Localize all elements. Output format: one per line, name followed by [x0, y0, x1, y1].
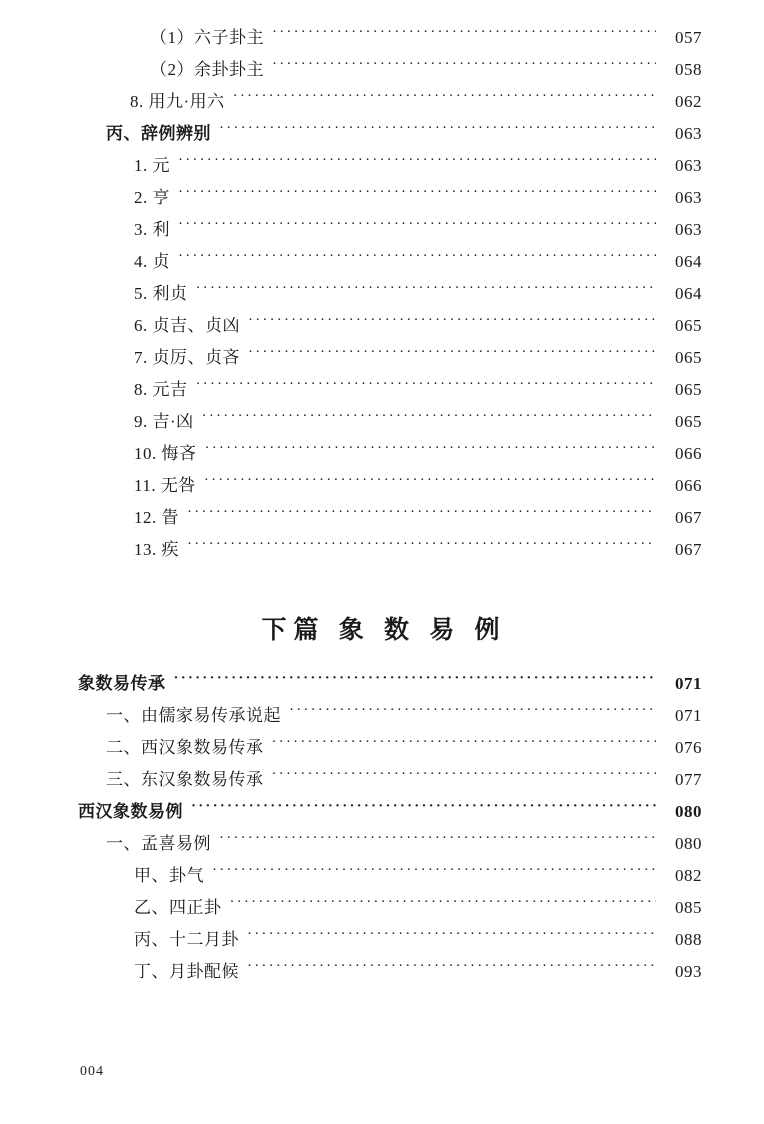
- dot-leader: [196, 282, 657, 299]
- toc-entry-page-number: 063: [675, 124, 702, 143]
- toc-entry-page-number: 065: [675, 380, 702, 399]
- toc-entry-label: 丁、月卦配候: [134, 962, 239, 981]
- toc-entry-page-number: 065: [675, 316, 702, 335]
- dot-leader: [219, 122, 656, 139]
- part-title: 下篇 象 数 易 例: [261, 617, 507, 644]
- toc-entry[interactable]: [78, 282, 702, 314]
- toc-entry-label: 三、东汉象数易传承: [106, 770, 264, 789]
- toc-entry-label: 12. 眚: [134, 508, 179, 527]
- toc-entry-label: 西汉象数易例: [78, 802, 183, 821]
- toc-entry-page-number: 058: [675, 60, 702, 79]
- toc-entry-page-number: 065: [675, 348, 702, 367]
- dot-leader: [272, 736, 657, 753]
- dot-leader: [248, 346, 656, 363]
- toc-entry[interactable]: [78, 58, 702, 90]
- toc-entry[interactable]: [78, 218, 702, 250]
- toc-entry-label: 8. 用九·用六: [130, 92, 225, 111]
- dot-leader: [178, 154, 656, 171]
- toc-entry-label: 4. 贞: [134, 252, 170, 271]
- toc-entry[interactable]: [78, 896, 702, 928]
- dot-leader: [219, 832, 656, 849]
- dot-leader: [272, 58, 656, 75]
- toc-entry-page-number: 093: [675, 962, 702, 981]
- toc-entry-page-number: 065: [675, 412, 702, 431]
- toc-entry-page-number: 064: [675, 252, 702, 271]
- toc-entry-page-number: 064: [675, 284, 702, 303]
- toc-entry[interactable]: [78, 346, 702, 378]
- toc-entry[interactable]: [78, 474, 702, 506]
- dot-leader: [272, 26, 656, 43]
- dot-leader: [178, 218, 656, 235]
- toc-entry-label: 1. 元: [134, 156, 170, 175]
- toc-entry-page-number: 080: [675, 802, 702, 821]
- toc-entry[interactable]: [78, 122, 702, 154]
- dot-leader: [247, 960, 656, 977]
- toc-entry-page-number: 088: [675, 930, 702, 949]
- toc-entry-label: 6. 贞吉、贞凶: [134, 316, 240, 335]
- page-folio: 004: [80, 1064, 104, 1079]
- toc-entry-page-number: 062: [675, 92, 702, 111]
- toc-entry-page-number: 057: [675, 28, 702, 47]
- toc-entry-page-number: 071: [675, 674, 702, 693]
- toc-entry-label: 一、孟喜易例: [106, 834, 211, 853]
- dot-leader: [204, 474, 656, 491]
- toc-entry[interactable]: [78, 410, 702, 442]
- toc-entry-label: 甲、卦气: [134, 866, 204, 885]
- dot-leader: [178, 250, 656, 267]
- toc-entry-label: 11. 无咎: [134, 476, 196, 495]
- toc-entry[interactable]: [78, 768, 702, 800]
- toc-entry-page-number: 085: [675, 898, 702, 917]
- dot-leader: [272, 768, 657, 785]
- dot-leader: [191, 800, 656, 817]
- toc-entry-page-number: 082: [675, 866, 702, 885]
- toc-entry[interactable]: [78, 800, 702, 832]
- toc-entry-page-number: 067: [675, 540, 702, 559]
- toc-entry[interactable]: [78, 672, 702, 704]
- toc-entry-label: 3. 利: [134, 220, 170, 239]
- toc-entry-page-number: 071: [675, 706, 702, 725]
- toc-entry-label: 8. 元吉: [134, 380, 188, 399]
- toc-entry[interactable]: [78, 378, 702, 410]
- dot-leader: [178, 186, 656, 203]
- dot-leader: [212, 864, 656, 881]
- toc-entry[interactable]: [78, 928, 702, 960]
- toc-entry-label: 象数易传承: [78, 674, 166, 693]
- toc-entry[interactable]: [78, 442, 702, 474]
- dot-leader: [247, 928, 656, 945]
- toc-entry-label: 5. 利贞: [134, 284, 188, 303]
- dot-leader: [202, 410, 656, 427]
- dot-leader: [187, 506, 656, 523]
- toc-entry[interactable]: [78, 26, 702, 58]
- toc-entry-label: 二、西汉象数易传承: [106, 738, 264, 757]
- toc-entry-label: 2. 亨: [134, 188, 170, 207]
- dot-leader: [174, 672, 657, 689]
- toc-entry[interactable]: [78, 250, 702, 282]
- toc-entry[interactable]: [78, 864, 702, 896]
- toc-entry-page-number: 066: [675, 444, 702, 463]
- toc-entry[interactable]: [78, 186, 702, 218]
- toc-entry[interactable]: [78, 90, 702, 122]
- toc-entry-label: 丙、十二月卦: [134, 930, 239, 949]
- dot-leader: [233, 90, 656, 107]
- dot-leader: [205, 442, 657, 459]
- toc-entry-page-number: 077: [675, 770, 702, 789]
- toc-entry[interactable]: [78, 506, 702, 538]
- toc-entry-label: （2）余卦卦主: [150, 60, 264, 79]
- toc-entry-page-number: 063: [675, 220, 702, 239]
- toc-entry[interactable]: [78, 960, 702, 992]
- dot-leader: [187, 538, 656, 555]
- toc-entry-label: 7. 贞厉、贞吝: [134, 348, 240, 367]
- toc-entry-label: 9. 吉·凶: [134, 412, 194, 431]
- toc-entry-page-number: 067: [675, 508, 702, 527]
- toc-entry-label: 10. 悔吝: [134, 444, 197, 463]
- toc-entry[interactable]: [78, 538, 702, 570]
- toc-entry-page-number: 066: [675, 476, 702, 495]
- toc-entry[interactable]: [78, 736, 702, 768]
- toc-list-upper: [78, 26, 702, 570]
- toc-entry-label: 乙、四正卦: [134, 898, 222, 917]
- dot-leader: [196, 378, 657, 395]
- dot-leader: [289, 704, 656, 721]
- toc-entry[interactable]: [78, 154, 702, 186]
- toc-entry[interactable]: [78, 704, 702, 736]
- toc-entry-label: （1）六子卦主: [150, 28, 264, 47]
- dot-leader: [248, 314, 656, 331]
- toc-list-lower: [78, 672, 702, 992]
- toc-entry-page-number: 063: [675, 188, 702, 207]
- toc-entry-page-number: 080: [675, 834, 702, 853]
- toc-entry-page-number: 063: [675, 156, 702, 175]
- toc-entry-label: 丙、辞例辨别: [106, 124, 211, 143]
- toc-entry-label: 13. 疾: [134, 540, 179, 559]
- dot-leader: [230, 896, 657, 913]
- toc-entry[interactable]: [78, 314, 702, 346]
- toc-entry-label: 一、由儒家易传承说起: [106, 706, 281, 725]
- toc-entry[interactable]: [78, 832, 702, 864]
- toc-entry-page-number: 076: [675, 738, 702, 757]
